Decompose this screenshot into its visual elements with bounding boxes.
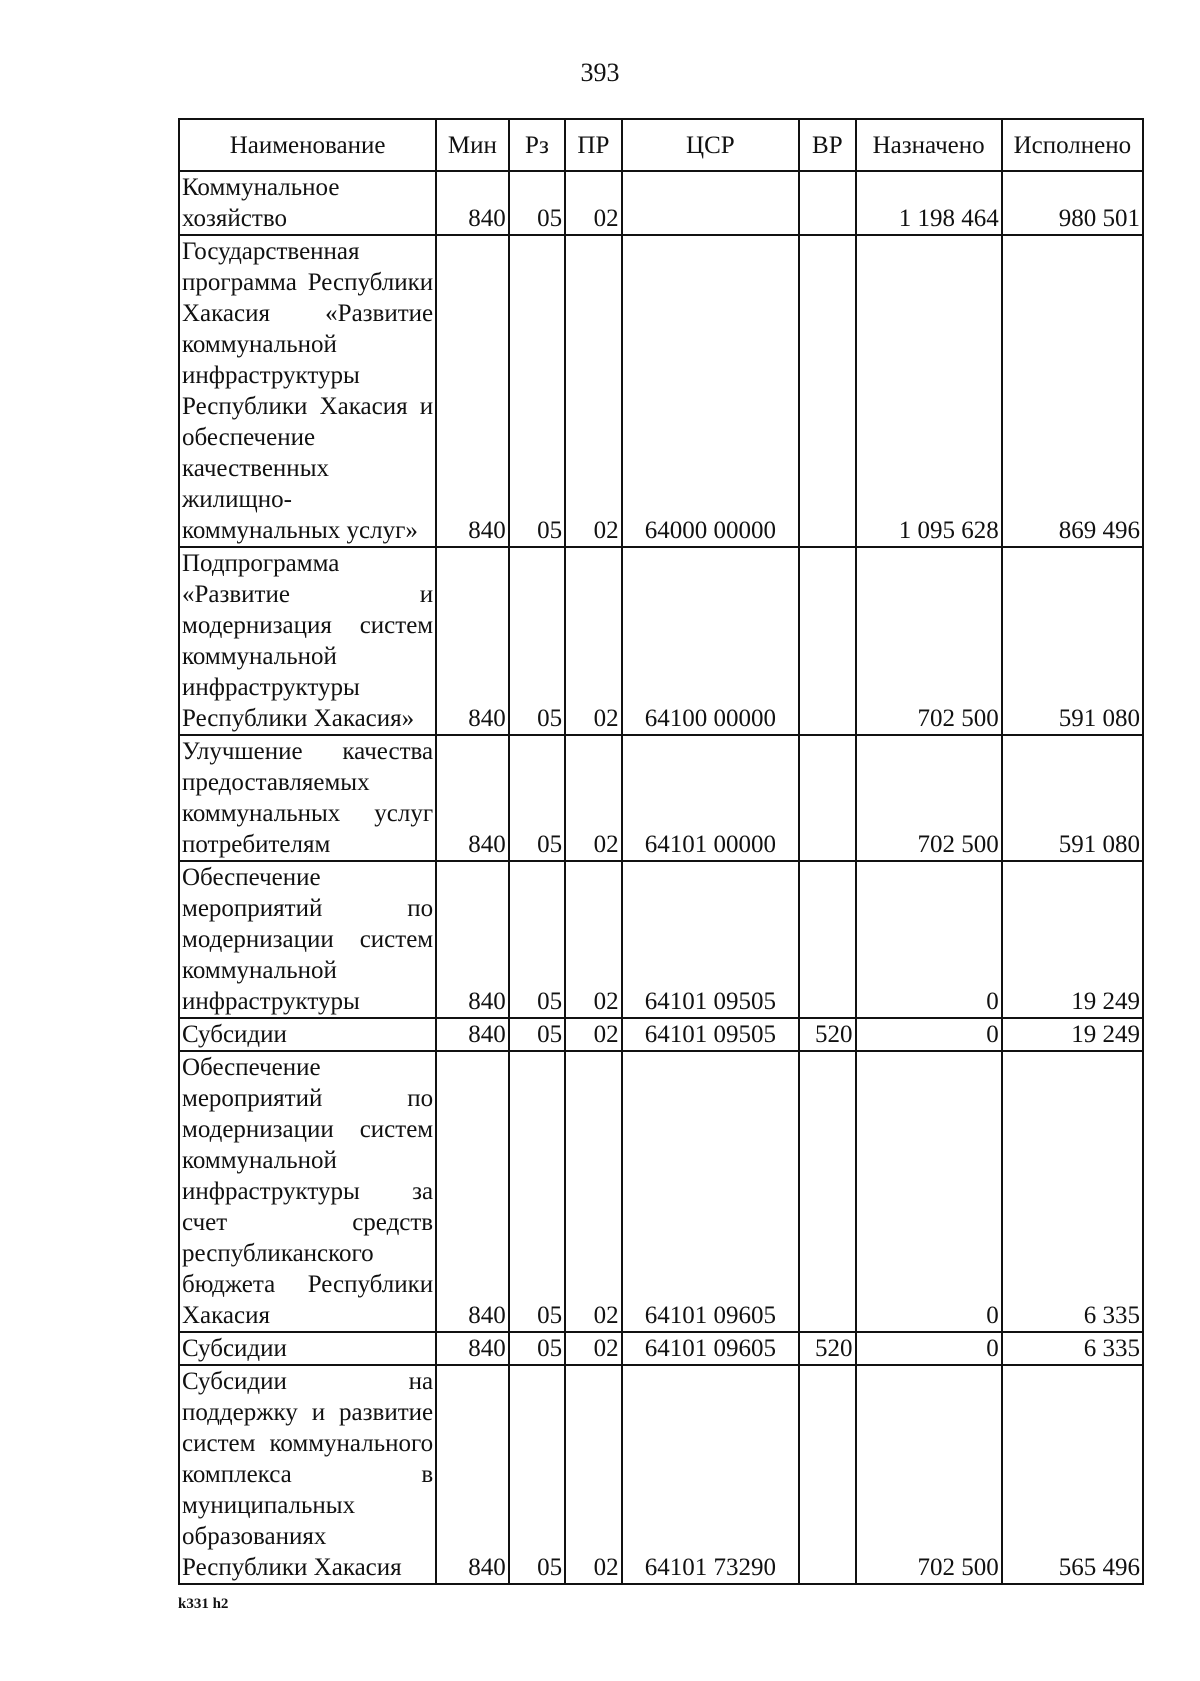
page-number: 393 <box>580 58 620 87</box>
row-vr <box>799 1051 855 1332</box>
header-executed: Исполнено <box>1002 119 1143 171</box>
row-min: 840 <box>436 861 509 1018</box>
row-pr: 02 <box>565 171 621 235</box>
row-executed: 591 080 <box>1002 547 1143 735</box>
row-executed: 6 335 <box>1002 1332 1143 1365</box>
row-name: Улучшение качества предоставляемых коммунальных услуг потребителям <box>179 735 436 861</box>
table-row <box>179 171 1143 235</box>
row-csr: 64101 09605 <box>622 1332 799 1365</box>
row-vr: 520 <box>799 1018 855 1051</box>
row-assigned: 0 <box>856 1332 1002 1365</box>
row-pr: 02 <box>565 1018 621 1051</box>
row-executed: 19 249 <box>1002 1018 1143 1051</box>
row-min: 840 <box>436 1332 509 1365</box>
row-rz: 05 <box>509 735 565 861</box>
table-row <box>179 235 1143 547</box>
row-rz: 05 <box>509 1332 565 1365</box>
row-name: Подпрограмма «Развитие и модернизация систем коммунальной инфраструктуры Республики Хакасия» <box>179 547 436 735</box>
header-min: Мин <box>436 119 509 171</box>
row-min: 840 <box>436 1051 509 1332</box>
row-vr <box>799 735 855 861</box>
row-csr <box>622 171 799 235</box>
table-row <box>179 547 1143 735</box>
row-rz: 05 <box>509 235 565 547</box>
row-csr: 64101 09505 <box>622 861 799 1018</box>
header-pr: ПР <box>565 119 621 171</box>
row-pr: 02 <box>565 1051 621 1332</box>
row-assigned: 1 095 628 <box>856 235 1002 547</box>
row-csr: 64101 09605 <box>622 1051 799 1332</box>
row-name: Коммунальное хозяйство <box>179 171 436 235</box>
row-name: Субсидии <box>179 1332 436 1365</box>
row-pr: 02 <box>565 735 621 861</box>
row-assigned: 702 500 <box>856 1365 1002 1584</box>
row-name: Государственная программа Республики Хакасия «Развитие коммунальной инфраструктуры Республики Хакасия и обеспечение качественных жилищно-коммунальных услуг» <box>179 235 436 547</box>
row-executed: 6 335 <box>1002 1051 1143 1332</box>
header-name: Наименование <box>179 119 436 171</box>
row-pr: 02 <box>565 861 621 1018</box>
row-rz: 05 <box>509 1051 565 1332</box>
footer-code: k331 h2 <box>178 1596 229 1612</box>
row-vr <box>799 1365 855 1584</box>
row-csr: 64101 09505 <box>622 1018 799 1051</box>
row-rz: 05 <box>509 861 565 1018</box>
table-row <box>179 735 1143 861</box>
row-min: 840 <box>436 735 509 861</box>
row-min: 840 <box>436 1365 509 1584</box>
row-rz: 05 <box>509 547 565 735</box>
row-pr: 02 <box>565 1332 621 1365</box>
row-assigned: 0 <box>856 1051 1002 1332</box>
row-executed: 591 080 <box>1002 735 1143 861</box>
row-executed: 980 501 <box>1002 171 1143 235</box>
table-row <box>179 861 1143 1018</box>
row-assigned: 702 500 <box>856 547 1002 735</box>
row-vr: 520 <box>799 1332 855 1365</box>
row-vr <box>799 171 855 235</box>
header-rz: Рз <box>509 119 565 171</box>
row-vr <box>799 861 855 1018</box>
budget-table <box>178 118 1144 1585</box>
table-row <box>179 1332 1143 1365</box>
row-name: Субсидии <box>179 1018 436 1051</box>
row-rz: 05 <box>509 1018 565 1051</box>
row-vr <box>799 235 855 547</box>
row-assigned: 702 500 <box>856 735 1002 861</box>
header-assigned: Назначено <box>856 119 1002 171</box>
row-pr: 02 <box>565 547 621 735</box>
row-min: 840 <box>436 547 509 735</box>
row-name: Обеспечение мероприятий по модернизации систем коммунальной инфраструктуры <box>179 861 436 1018</box>
row-pr: 02 <box>565 235 621 547</box>
row-min: 840 <box>436 1018 509 1051</box>
row-rz: 05 <box>509 1365 565 1584</box>
row-csr: 64101 00000 <box>622 735 799 861</box>
row-csr: 64100 00000 <box>622 547 799 735</box>
row-csr: 64000 00000 <box>622 235 799 547</box>
table-row <box>179 1365 1143 1584</box>
row-assigned: 0 <box>856 1018 1002 1051</box>
table-header-row <box>179 119 1143 171</box>
table-row <box>179 1018 1143 1051</box>
row-csr: 64101 73290 <box>622 1365 799 1584</box>
header-vr: ВР <box>799 119 855 171</box>
row-min: 840 <box>436 171 509 235</box>
row-executed: 869 496 <box>1002 235 1143 547</box>
row-executed: 19 249 <box>1002 861 1143 1018</box>
row-executed: 565 496 <box>1002 1365 1143 1584</box>
row-pr: 02 <box>565 1365 621 1584</box>
row-name: Обеспечение мероприятий по модернизации систем коммунальной инфраструктуры за счет средств республиканского бюджета Республики Хакасия <box>179 1051 436 1332</box>
row-min: 840 <box>436 235 509 547</box>
table-row <box>179 1051 1143 1332</box>
row-vr <box>799 547 855 735</box>
row-assigned: 1 198 464 <box>856 171 1002 235</box>
row-assigned: 0 <box>856 861 1002 1018</box>
row-rz: 05 <box>509 171 565 235</box>
row-name: Субсидии на поддержку и развитие систем коммунального комплекса в муниципальных образованиях Республики Хакасия <box>179 1365 436 1584</box>
header-csr: ЦСР <box>622 119 799 171</box>
